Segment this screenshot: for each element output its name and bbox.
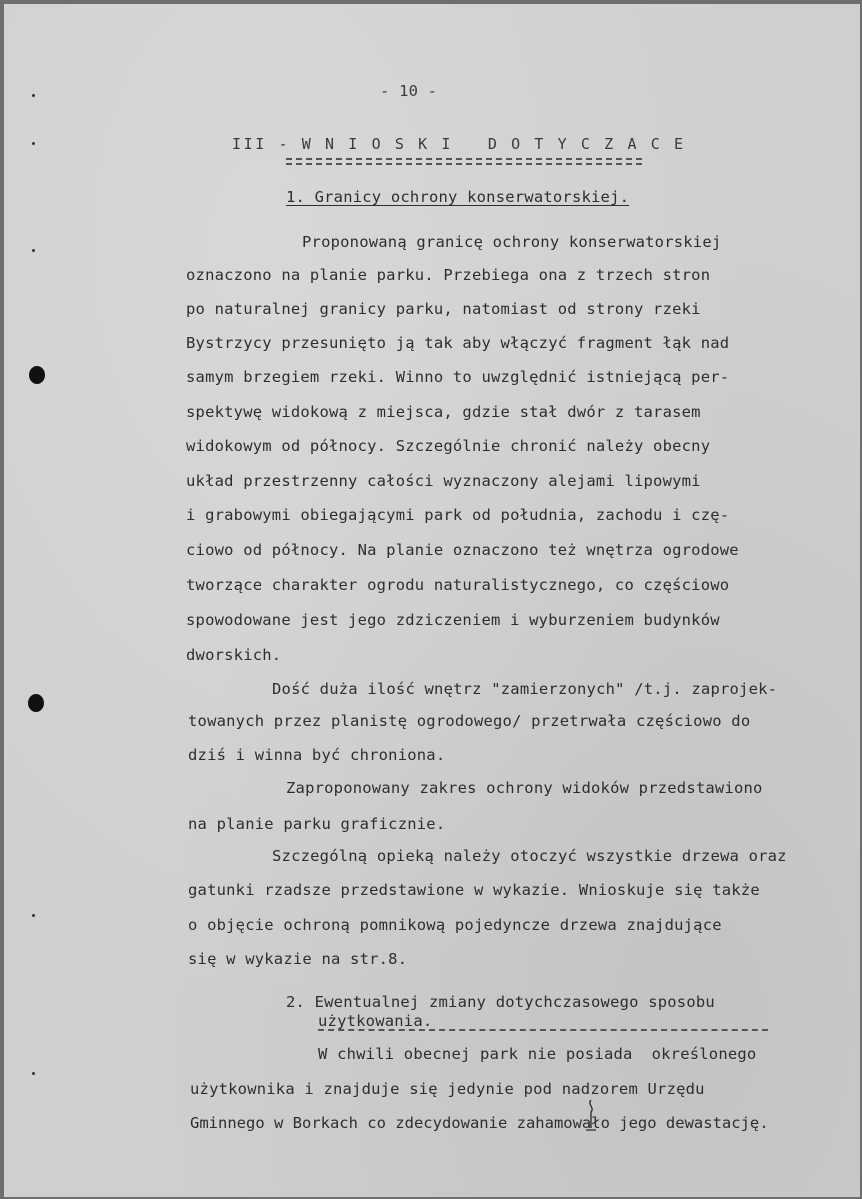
text-line: Proponowaną granicę ochrony konserwatorskiej <box>302 233 722 251</box>
text-line: układ przestrzenny całości wyznaczony alejami lipowymi <box>186 472 701 490</box>
text-line: oznaczono na planie parku. Przebiega ona z trzech stron <box>186 266 711 284</box>
margin-speck <box>32 142 35 145</box>
text-line: Zaproponowany zakres ochrony widoków przedstawiono <box>286 779 763 797</box>
text-line: użytkownika i znajduje się jedynie pod nadzorem Urzędu <box>190 1080 705 1098</box>
text-line: Szczególną opieką należy otoczyć wszystkie drzewa oraz <box>272 847 787 865</box>
text-line: widokowym od północy. Szczególnie chronić należy obecny <box>186 437 711 455</box>
margin-speck <box>32 94 35 97</box>
heading-boundaries: 1. Granicy ochrony konserwatorskiej. <box>286 188 630 206</box>
text-line: spektywę widokową z miejsca, gdzie stał dwór z tarasem <box>186 403 701 421</box>
document-page <box>4 4 860 1197</box>
punch-hole-bottom <box>28 694 44 712</box>
text-line: tworzące charakter ogrodu naturalistycznego, co częściowo <box>186 576 730 594</box>
heading-line: 2. Ewentualnej zmiany dotychczasowego sposobu <box>286 993 715 1011</box>
text-line: na planie parku graficznie. <box>188 815 446 833</box>
text-line: samym brzegiem rzeki. Winno to uwzględnić istniejącą per- <box>186 368 730 386</box>
text-line: dziś i winna być chroniona. <box>188 746 446 764</box>
text-line: gatunki rzadsze przedstawione w wykazie. Wnioskuje się także <box>188 881 760 899</box>
text-line: o objęcie ochroną pomnikową pojedyncze drzewa znajdujące <box>188 916 722 934</box>
page-number: - 10 - <box>380 82 438 100</box>
text-line: Dość duża ilość wnętrz "zamierzonych" /t.j. zaprojek- <box>272 680 778 698</box>
heading-underline <box>318 1029 768 1031</box>
margin-speck <box>32 914 35 917</box>
text-line: spowodowane jest jego zdziczeniem i wyburzeniem budynków <box>186 611 720 629</box>
section-title-underline <box>286 158 642 165</box>
handwritten-correction-mark <box>583 1098 599 1134</box>
text-line: Gminnego w Borkach co zdecydowanie zahamowało jego dewastację. <box>190 1114 769 1132</box>
text-line: dworskich. <box>186 646 282 664</box>
margin-speck <box>32 249 35 252</box>
text-line: ciowo od północy. Na planie oznaczono też wnętrza ogrodowe <box>186 541 739 559</box>
section-title: III - W N I O S K I D O T Y C Z A C E <box>232 135 686 153</box>
text-line: się w wykazie na str.8. <box>188 950 408 968</box>
text-line: po naturalnej granicy parku, natomiast od strony rzeki <box>186 300 701 318</box>
punch-hole-top <box>29 366 45 384</box>
text-line: towanych przez planistę ogrodowego/ przetrwała częściowo do <box>188 712 751 730</box>
text-line: Bystrzycy przesunięto ją tak aby włączyć fragment łąk nad <box>186 334 730 352</box>
text-line: i grabowymi obiegającymi park od południa, zachodu i czę- <box>186 506 730 524</box>
heading-line: użytkowania. <box>318 1012 433 1030</box>
text-line: W chwili obecnej park nie posiada określonego <box>318 1045 757 1063</box>
margin-speck <box>32 1072 35 1075</box>
